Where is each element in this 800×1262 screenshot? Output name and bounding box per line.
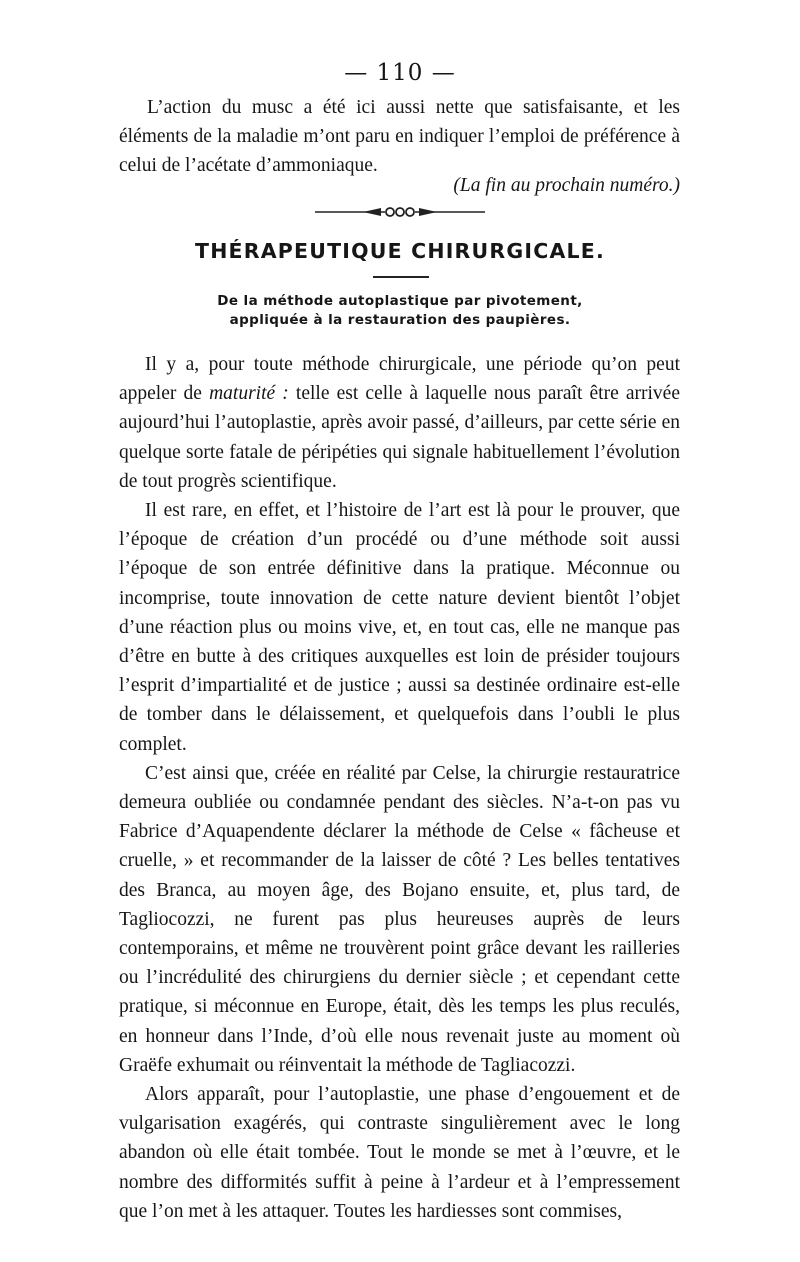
intro-text: L’action du musc a été ici aussi nette que satisfaisante, et les éléments de la maladie m’ont paru en indiquer l’emploi de préférence à celui de l’acétate d’ammoniaque. [119, 97, 680, 176]
page-number: — 110 — [344, 60, 456, 86]
article-subtitle [0, 292, 800, 330]
body-paragraph-1 [119, 350, 680, 496]
title-rule [373, 276, 429, 278]
intro-paragraph [119, 93, 680, 180]
continued-note [0, 175, 680, 197]
continued-note-text: (La fin au prochain numéro.) [453, 175, 680, 196]
ornamental-divider [315, 205, 485, 219]
p1-emphasis: maturité : [209, 383, 289, 405]
article-body [119, 350, 680, 1226]
p1-start: Il y a, pour toute méthode chirurgicale, une période qu’on peut appeler de [119, 354, 680, 405]
body-paragraph-3: C’est ainsi que, créée en réalité par Celse, la chirurgie restauratrice demeura oubliée ou condamnée pendant des siècles. N’a-t-on pas vu Fabrice d’Aquapendente déclarer la méthode de Celse « fâcheuse et cruelle, » et recommander de la laisser de côté ? Les belles tentatives des Branca, au moyen âge, des Bojano ensuite, et, plus tard, de Tagliocozzi, ne furent pas plus heureuses auprès de leurs contemporains, et même ne trouvèrent point grâce devant les railleries ou l’incrédulité des chirurgiens du dernier siècle ; et cependant cette pratique, si méconnue en Europe, était, dès les temps les plus reculés, en honneur dans l’Inde, d’où elle nous revenait juste au moment où Graëfe exhumait ou réinventait la méthode de Tagliacozzi. [119, 762, 680, 1076]
subtitle-line-1: De la méthode autoplastique par pivotement, [217, 293, 583, 309]
body-paragraph-4: Alors apparaît, pour l’autoplastie, une phase d’engouement et de vulgarisation exagérés, qui contraste singulièrement avec le long abandon où elle était tombée. Tout le monde se met à l’œuvre, et le nombre des difformités suffit à peine à l’ardeur et à l’empressement que l’on met à les attaquer. Toutes les hardiesses sont commises, [119, 1084, 680, 1222]
body-paragraph-2: Il est rare, en effet, et l’histoire de l’art est là pour le prouver, que l’époque de création d’un procédé ou d’une méthode soit aussi l’époque de son entrée définitive dans la pratique. Méconnue ou incomprise, toute innovation de cette nature devient bientôt l’objet d’une réaction plus ou moins vive, et, en tout cas, elle ne manque pas d’être en butte à des critiques auxquelles est loin de présider toujours l’esprit d’impartialité et de justice ; aussi sa destinée ordinaire est-elle de tomber dans le délaissement, et quelquefois dans l’oubli le plus complet. [119, 500, 680, 755]
p1-end: telle est celle à laquelle nous paraît être arrivée aujourd’hui l’autoplastie, après avoir passé, d’ailleurs, par cette série en quelque sorte fatale de péripéties qui signale habituellement l’évolution de tout progrès scientifique. [119, 383, 680, 492]
section-title: THÉRAPEUTIQUE CHIRURGICALE. [195, 239, 605, 263]
subtitle-line-2: appliquée à la restauration des paupières. [229, 312, 571, 328]
